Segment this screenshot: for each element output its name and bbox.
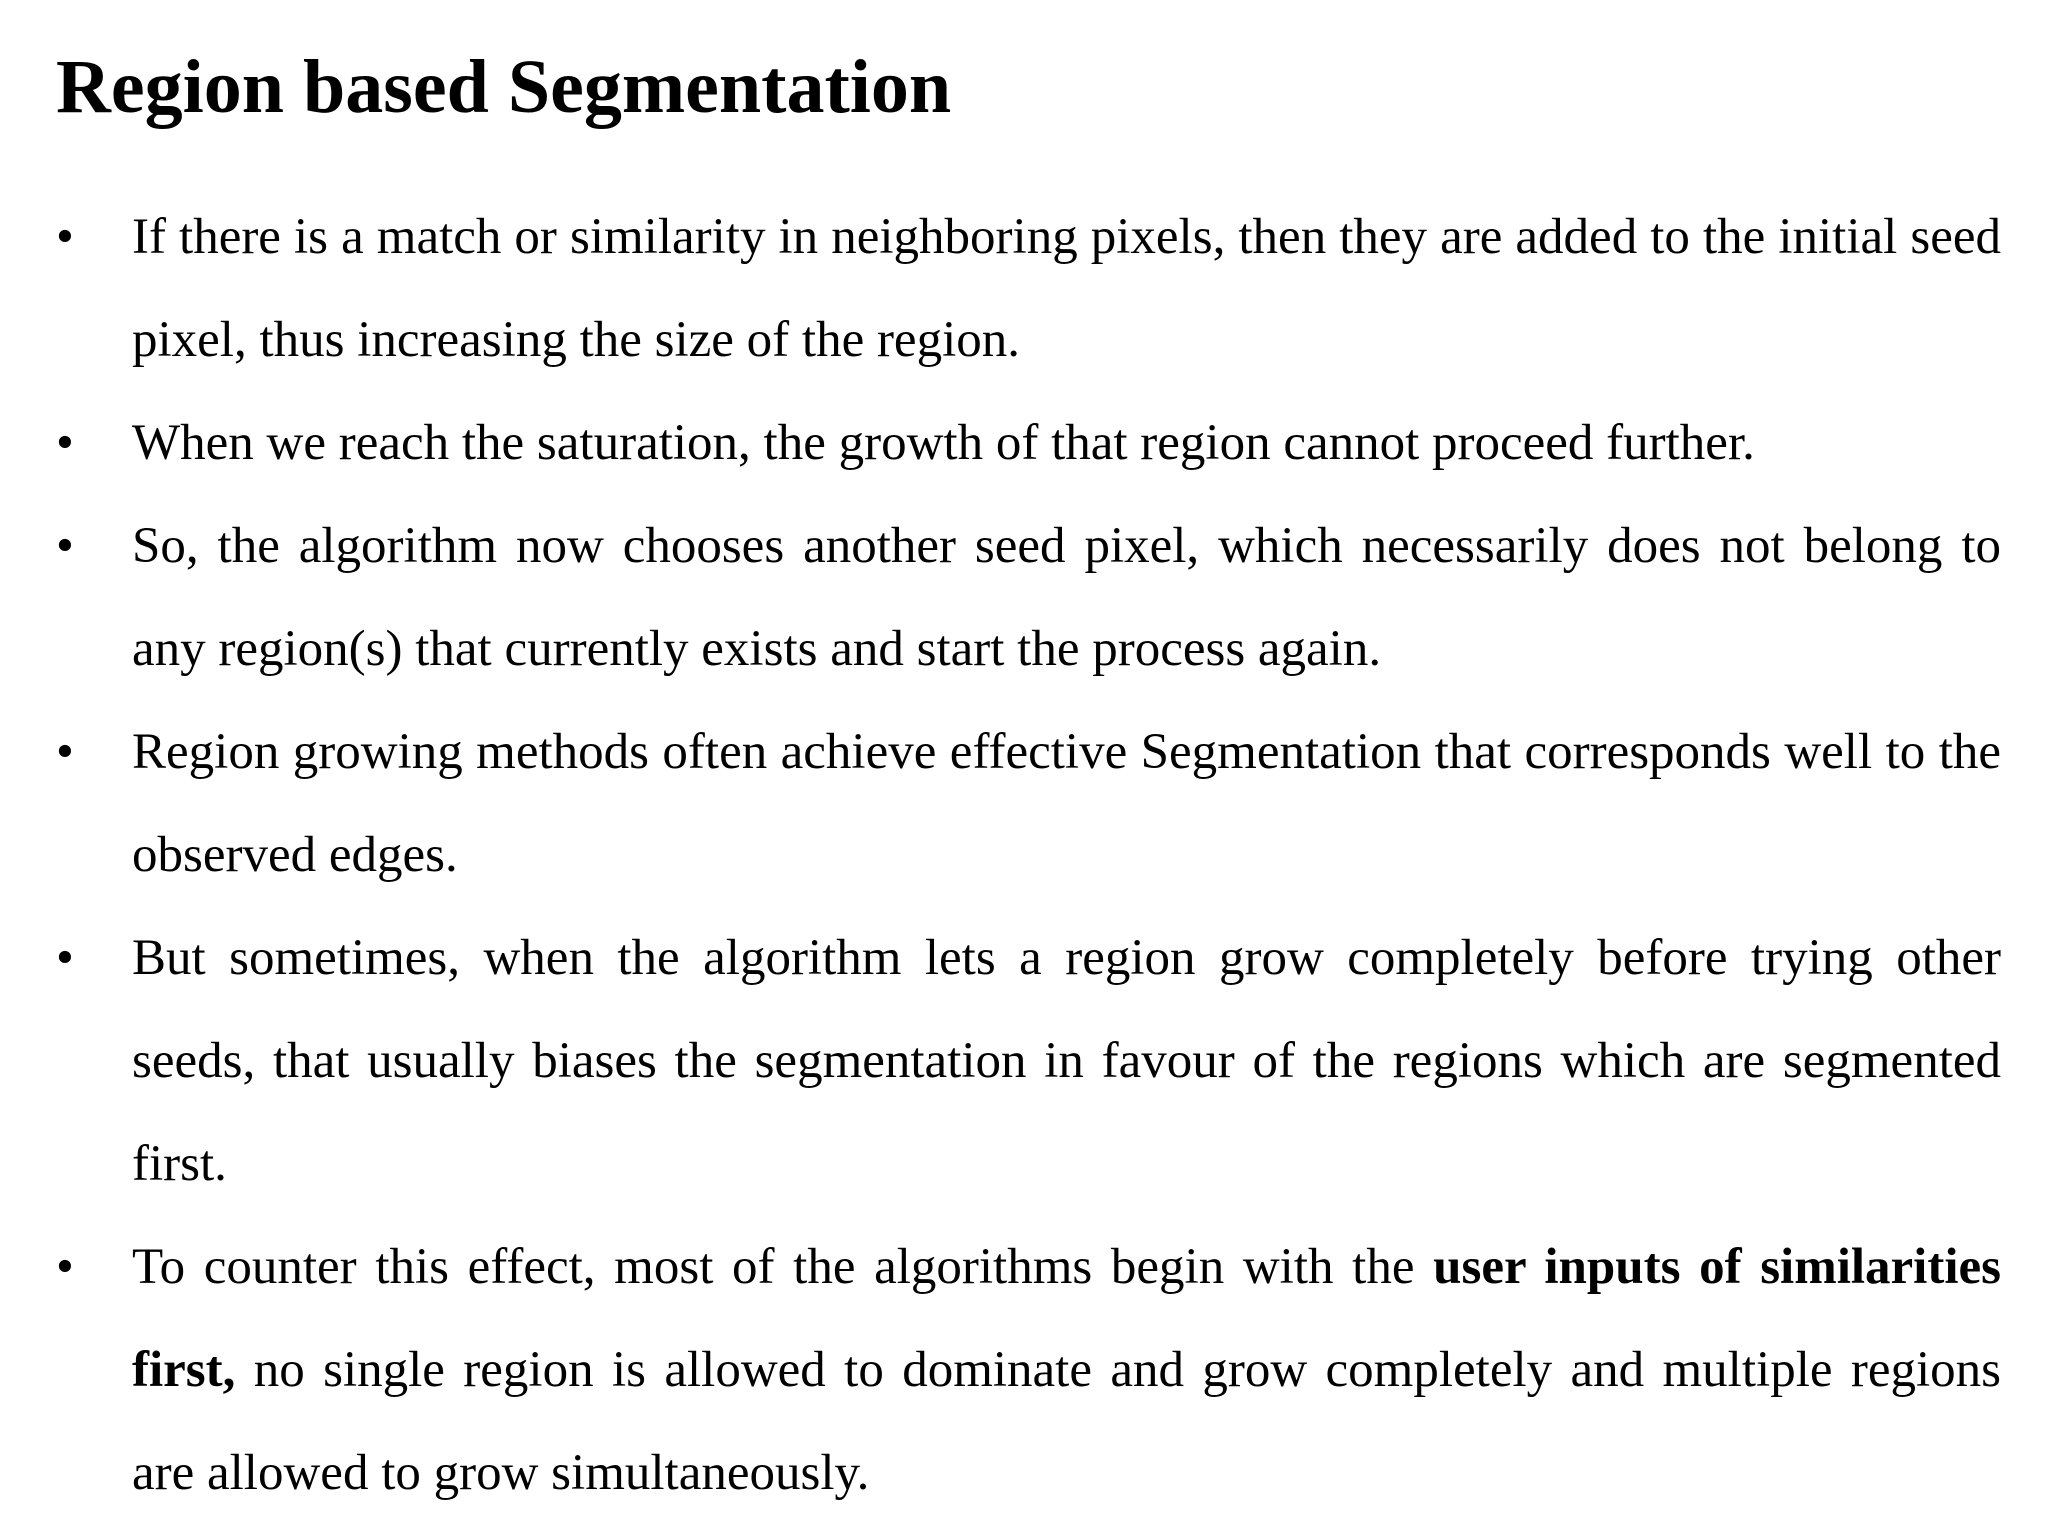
bullet-text: So, the algorithm now chooses another seed pixel, which necessarily does not belong to any region(s) that currently exists and start the process again.: [132, 518, 2001, 677]
bullet-icon: •: [56, 724, 74, 780]
bullet-icon: •: [56, 209, 74, 265]
bullet-text-after: no single region is allowed to dominate and grow completely and multiple regions are allowed to grow simultaneously.: [132, 1342, 2001, 1501]
bullet-icon: •: [56, 1239, 74, 1295]
bullet-text-bold: user inputs of similarities first,: [132, 1239, 2001, 1398]
bullet-item-2: [56, 392, 2001, 495]
bullet-text: When we reach the saturation, the growth of that region cannot proceed further.: [132, 415, 1755, 471]
slide-title: Region based Segmentation: [56, 45, 952, 129]
bullet-item-3: [56, 495, 2001, 701]
bullet-text: Region growing methods often achieve effective Segmentation that corresponds well to the observed edges.: [132, 724, 2001, 883]
bullet-item-4: [56, 701, 2001, 907]
bullet-item-1: [56, 186, 2001, 392]
bullet-text: If there is a match or similarity in neighboring pixels, then they are added to the initial seed pixel, thus increasing the size of the region.: [132, 209, 2001, 368]
bullet-icon: •: [56, 518, 74, 574]
bullet-icon: •: [56, 930, 74, 986]
bullet-list: [56, 186, 2001, 1525]
bullet-text-before: To counter this effect, most of the algorithms begin with the: [132, 1239, 1434, 1295]
bullet-icon: •: [56, 415, 74, 471]
bullet-text: But sometimes, when the algorithm lets a region grow completely before trying other seeds, that usually biases the segmentation in favour of the regions which are segmented first.: [132, 930, 2001, 1192]
bullet-item-5: [56, 907, 2001, 1216]
bullet-text: [132, 1216, 2001, 1525]
bullet-item-6: [56, 1216, 2001, 1525]
